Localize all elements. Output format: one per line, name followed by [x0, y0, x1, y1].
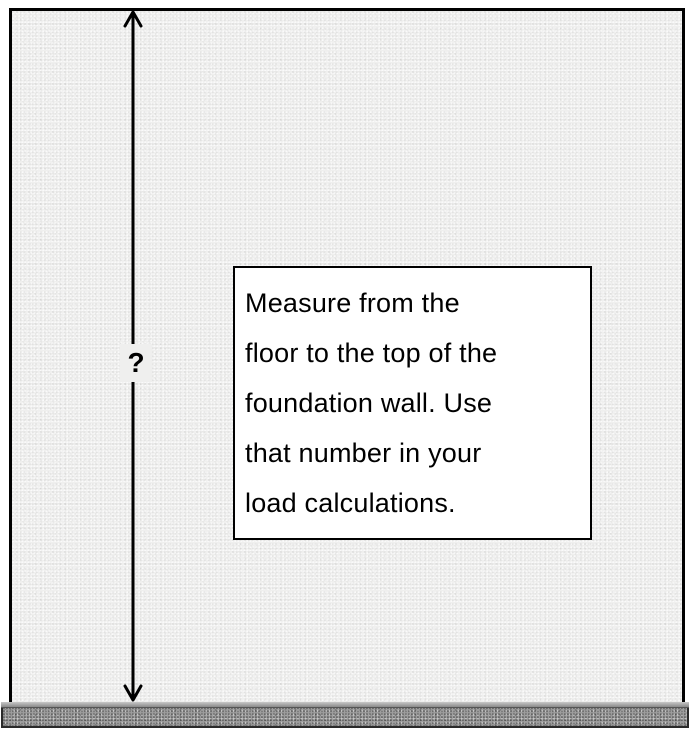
instruction-callout: Measure from the floor to the top of the foundation wall. Use that number in your load calculations.	[233, 266, 592, 540]
unknown-height-label: ?	[120, 344, 152, 382]
